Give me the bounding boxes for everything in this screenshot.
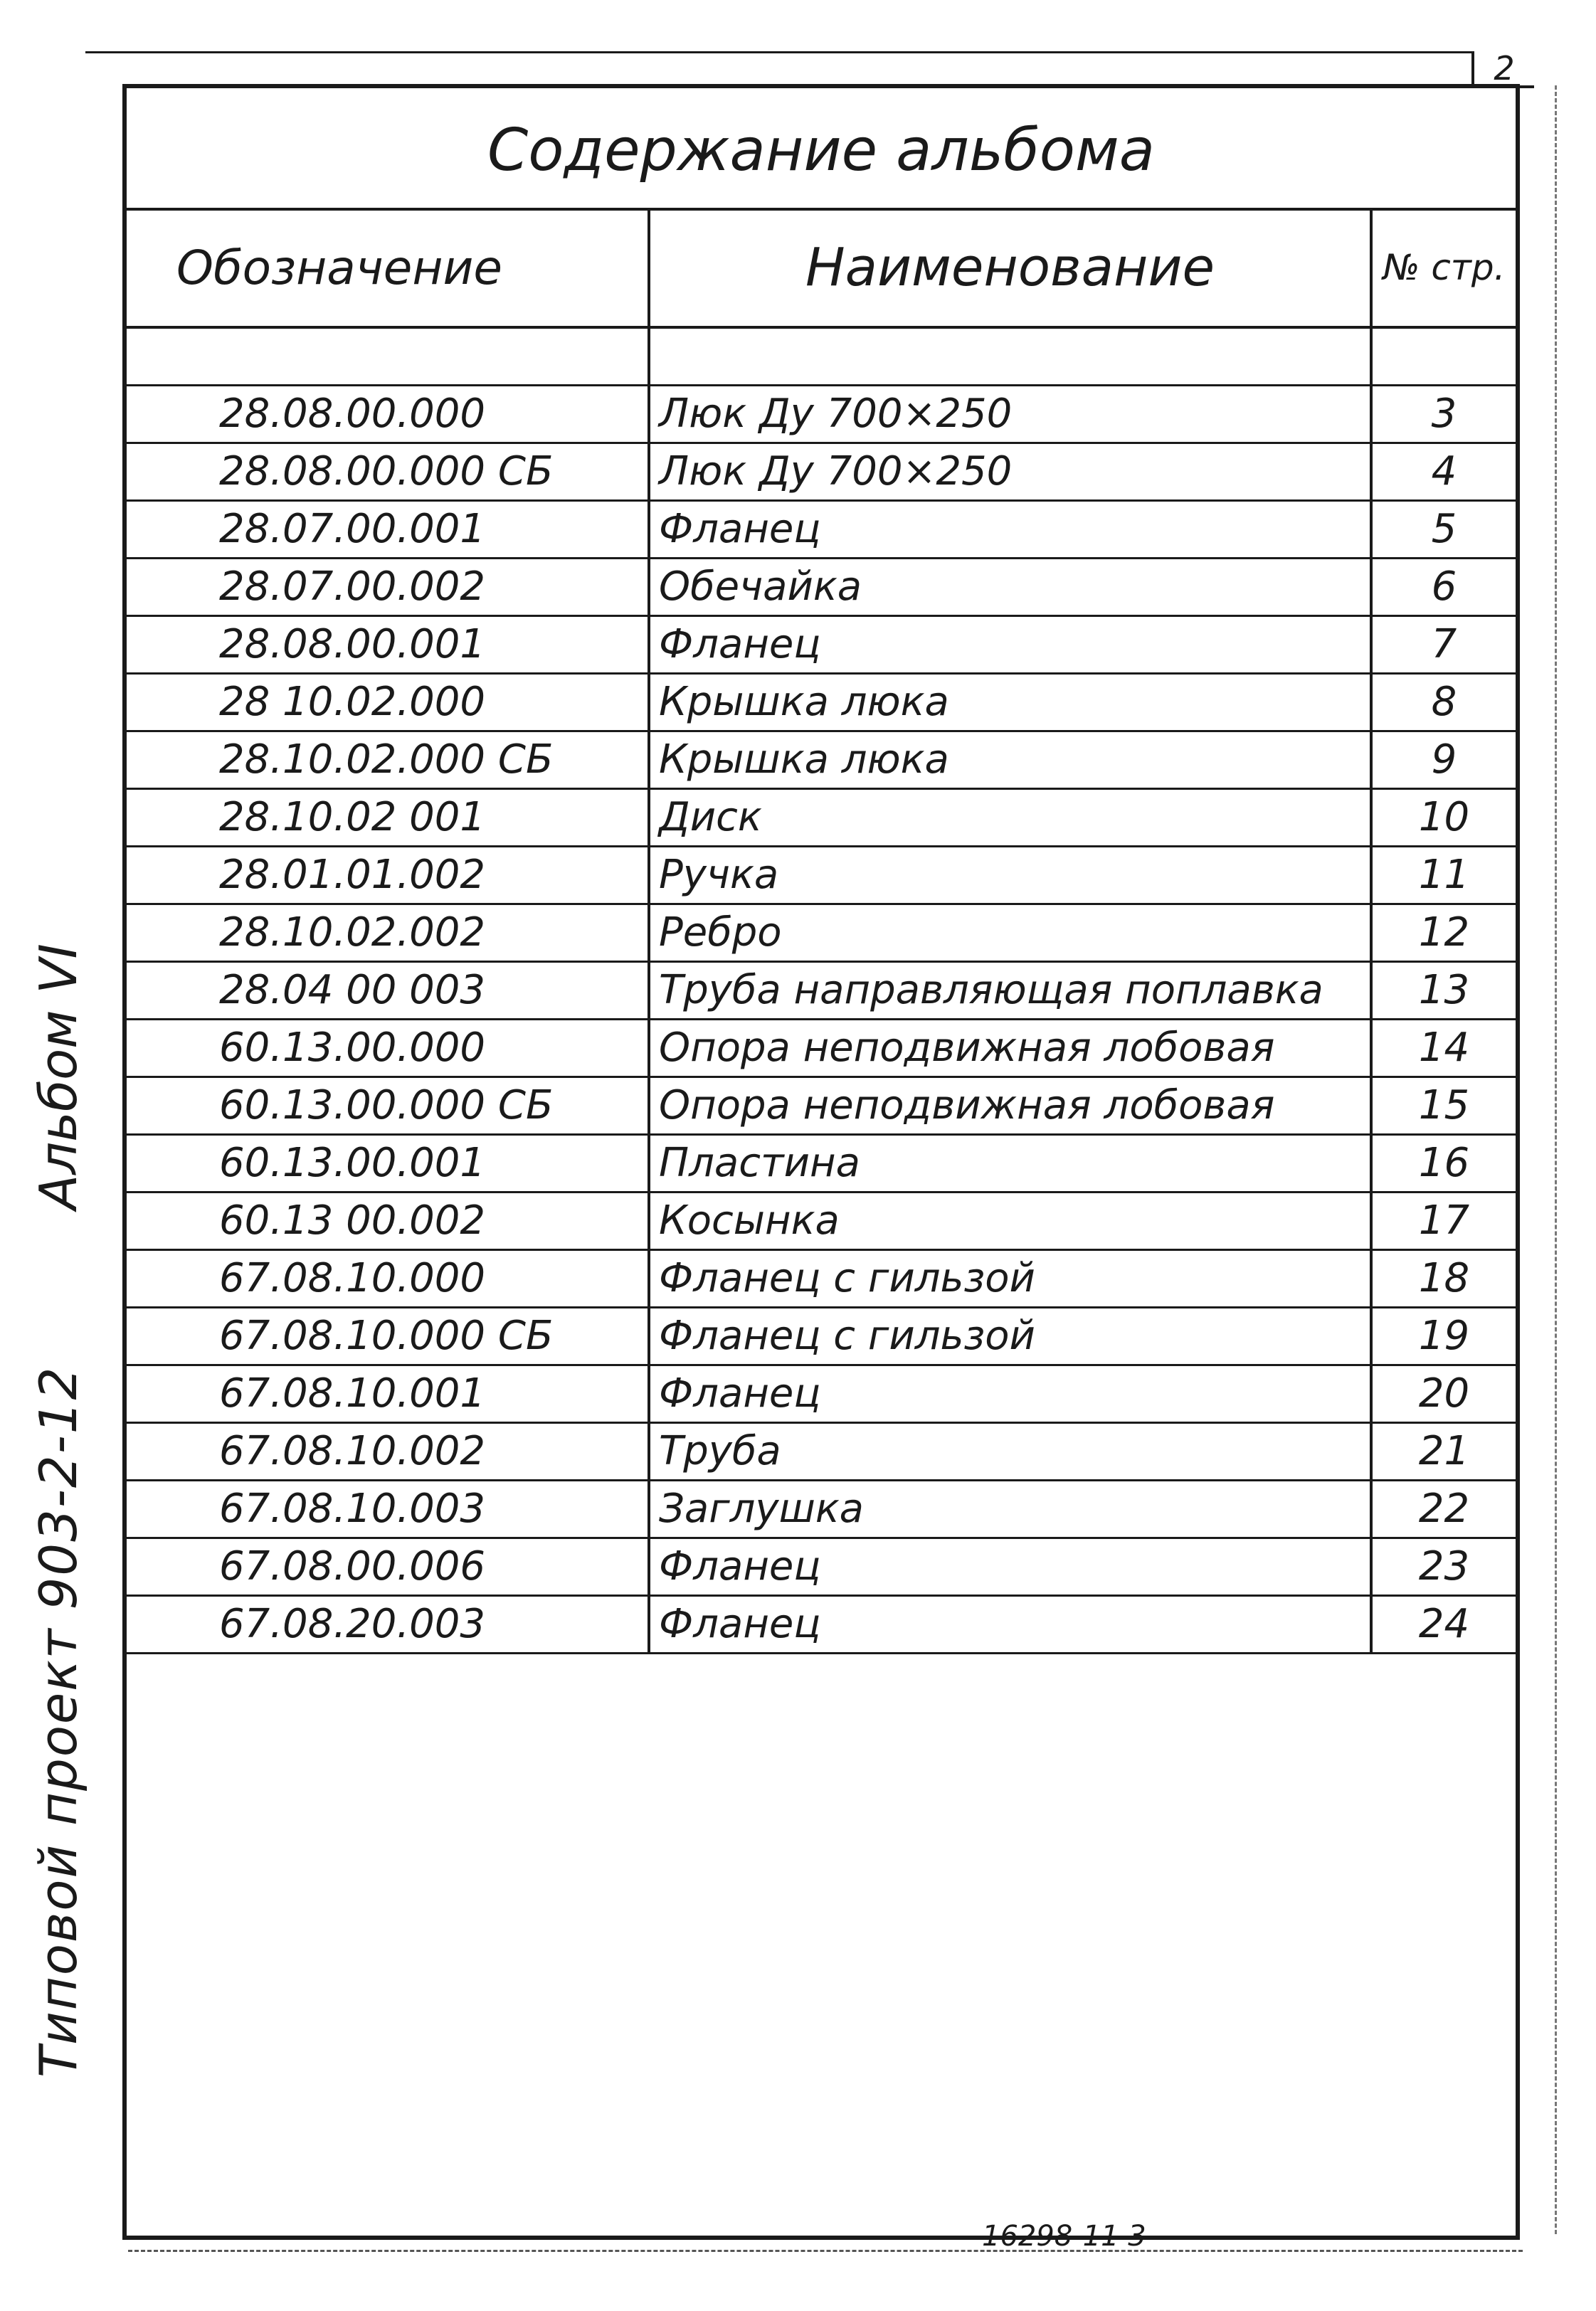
table-row [127,501,1516,559]
page-cell: 15 [1371,1077,1516,1135]
code-cell: 67.08.10.000 СБ [127,1308,649,1365]
blank-cell [1371,327,1516,386]
table-row [127,1192,1516,1250]
name-cell: Труба направляющая поплавка [649,962,1371,1020]
name-cell: Заглушка [649,1481,1371,1538]
code-cell: 67.08.10.000 [127,1250,649,1308]
name-cell: Люк Ду 700×250 [649,386,1371,443]
code-cell: 28.10.02.000 СБ [127,731,649,789]
page-cell: 24 [1371,1596,1516,1654]
page-cell: 19 [1371,1308,1516,1365]
table-row [127,1365,1516,1423]
table-row [127,1135,1516,1192]
name-cell: Пластина [649,1135,1371,1192]
name-cell: Фланец [649,1596,1371,1654]
top-rule [85,51,1473,53]
table-row [127,559,1516,616]
page-cell: 17 [1371,1192,1516,1250]
name-cell: Ручка [649,847,1371,904]
code-cell: 28.08.00.000 [127,386,649,443]
name-cell: Опора неподвижная лобовая [649,1077,1371,1135]
blank-cell [127,327,649,386]
name-cell: Косынка [649,1192,1371,1250]
name-cell: Крышка люка [649,731,1371,789]
page-cell: 16 [1371,1135,1516,1192]
header-code: Обозначение [127,209,649,327]
name-cell: Опора неподвижная лобовая [649,1020,1371,1077]
name-cell: Фланец [649,1365,1371,1423]
table-row [127,1596,1516,1654]
code-cell: 28.08.00.001 [127,616,649,674]
page-cell: 7 [1371,616,1516,674]
page-cell: 6 [1371,559,1516,616]
code-cell: 67.08.20.003 [127,1596,649,1654]
blank-cell [649,327,1371,386]
table-row [127,731,1516,789]
page-cell: 22 [1371,1481,1516,1538]
code-cell: 28 10.02.000 [127,674,649,731]
name-cell: Обечайка [649,559,1371,616]
contents-table [127,209,1516,1654]
table-row [127,1020,1516,1077]
contents-body [127,327,1516,1654]
code-cell: 60.13.00.000 СБ [127,1077,649,1135]
code-cell: 60.13.00.000 [127,1020,649,1077]
name-cell: Фланец [649,616,1371,674]
name-cell: Фланец [649,501,1371,559]
page-cell: 10 [1371,789,1516,847]
page-cell: 23 [1371,1538,1516,1596]
code-cell: 60.13.00.001 [127,1135,649,1192]
page-cell: 8 [1371,674,1516,731]
name-cell: Труба [649,1423,1371,1481]
table-header-row [127,209,1516,327]
code-cell: 67.08.10.001 [127,1365,649,1423]
page-cell: 18 [1371,1250,1516,1308]
bottom-rule [128,2250,1523,2252]
table-row [127,1077,1516,1135]
table-row [127,1250,1516,1308]
page-cell: 20 [1371,1365,1516,1423]
table-row [127,1538,1516,1596]
code-cell: 28.08.00.000 СБ [127,443,649,501]
page-cell: 5 [1371,501,1516,559]
name-cell: Ребро [649,904,1371,962]
table-row [127,789,1516,847]
page-cell: 3 [1371,386,1516,443]
page-cell: 12 [1371,904,1516,962]
page-title: Содержание альбома [487,117,1155,184]
page-cell: 9 [1371,731,1516,789]
name-cell: Люк Ду 700×250 [649,443,1371,501]
table-row [127,847,1516,904]
album-stamp: Альбом VI [28,943,88,1210]
table-row [127,674,1516,731]
page-cell: 4 [1371,443,1516,501]
table-row [127,904,1516,962]
code-cell: 28.10.02.002 [127,904,649,962]
blank-row [127,327,1516,386]
code-cell: 67.08.10.002 [127,1423,649,1481]
page-cell: 11 [1371,847,1516,904]
code-cell: 67.08.10.003 [127,1481,649,1538]
inventory-number: 16298-11 3 [982,2220,1146,2253]
table-row [127,1308,1516,1365]
code-cell: 28.07.00.002 [127,559,649,616]
page-cell: 14 [1371,1020,1516,1077]
code-cell: 28.07.00.001 [127,501,649,559]
drawing-frame [122,84,1520,2240]
code-cell: 60.13 00.002 [127,1192,649,1250]
name-cell: Фланец [649,1538,1371,1596]
code-cell: 28.10.02 001 [127,789,649,847]
table-row [127,443,1516,501]
table-row [127,962,1516,1020]
project-stamp: Типовой проект 903-2-12 [28,1365,88,2078]
table-row [127,386,1516,443]
margin-line [1555,85,1557,2234]
name-cell: Фланец с гильзой [649,1308,1371,1365]
page-cell: 21 [1371,1423,1516,1481]
page-number: 2 [1471,51,1534,88]
table-row [127,1481,1516,1538]
code-cell: 67.08.00.006 [127,1538,649,1596]
code-cell: 28.01.01.002 [127,847,649,904]
name-cell: Фланец с гильзой [649,1250,1371,1308]
header-page: № стр. [1371,209,1516,327]
table-row [127,1423,1516,1481]
code-cell: 28.04 00 003 [127,962,649,1020]
name-cell: Крышка люка [649,674,1371,731]
header-name: Наименование [649,209,1371,327]
table-row [127,616,1516,674]
page-cell: 13 [1371,962,1516,1020]
name-cell: Диск [649,789,1371,847]
